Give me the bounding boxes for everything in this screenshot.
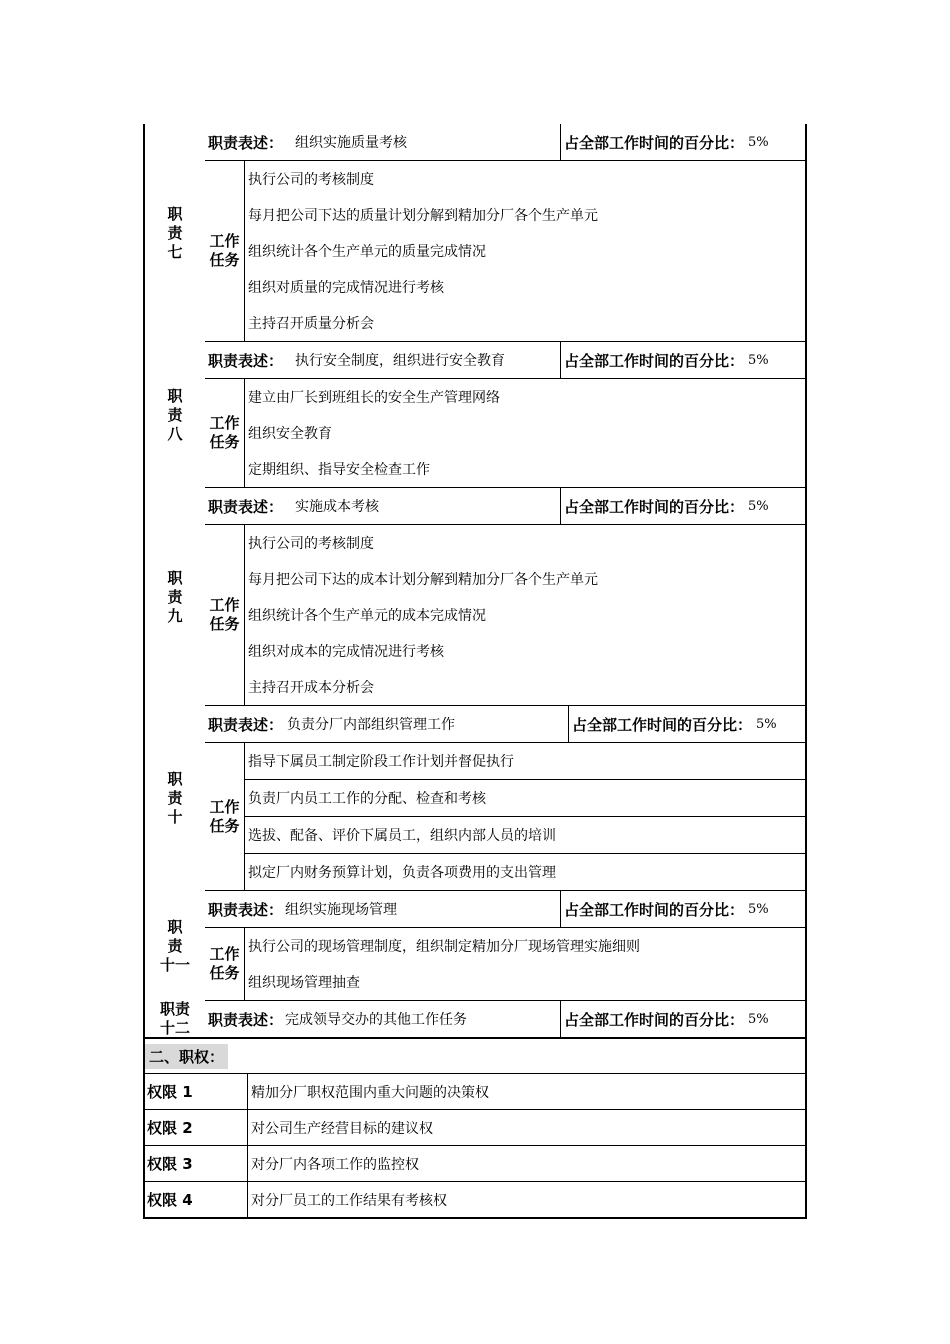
pct-value: 5%: [748, 498, 769, 514]
task-label: 工作 任务: [205, 525, 245, 705]
desc-text: 完成领导交办的其他工作任务: [285, 1012, 468, 1028]
permission-name: 权限 2: [145, 1110, 248, 1145]
desc-label: 职责表述：: [208, 497, 284, 516]
task-item: 指导下属员工制定阶段工作计划并督促执行: [245, 743, 805, 780]
duty-block-10: [143, 706, 807, 891]
task-item: 建立由厂长到班组长的安全生产管理网络: [248, 390, 500, 406]
pct-label: 占全部工作时间的百分比：: [564, 351, 745, 370]
task-item: 定期组织、指导安全检查工作: [248, 462, 430, 478]
desc-row: [205, 891, 805, 928]
pct-label: 占全部工作时间的百分比：: [564, 133, 745, 152]
permission-row: [143, 1146, 807, 1182]
task-item: 每月把公司下达的质量计划分解到精加分厂各个生产单元: [248, 208, 598, 224]
desc-row: [205, 342, 805, 379]
task-item: 组织现场管理抽查: [248, 975, 360, 991]
permission-text: 对分厂内各项工作的监控权: [251, 1156, 419, 1173]
duty-label: [145, 488, 205, 706]
task-item: 负责厂内员工工作的分配、检查和考核: [245, 780, 805, 817]
permission-name: 权限 4: [145, 1182, 248, 1217]
task-block: [205, 379, 805, 488]
responsibility-table: [143, 124, 807, 1219]
desc-text: 组织实施现场管理: [285, 902, 398, 918]
desc-label: 职责表述：: [208, 900, 284, 919]
permission-row: [143, 1182, 807, 1219]
task-label: 工作 任务: [205, 161, 245, 341]
desc-text: 组织实施质量考核: [295, 135, 408, 151]
task-block: [205, 525, 805, 706]
pct-value: 5%: [756, 716, 777, 732]
task-item: 组织统计各个生产单元的成本完成情况: [248, 608, 486, 624]
duty-label-line: 责: [167, 789, 183, 807]
task-item: 选拔、配备、评价下属员工，组织内部人员的培训: [245, 817, 805, 854]
task-block: [205, 743, 805, 891]
desc-label: 职责表述：: [208, 715, 284, 734]
task-label: 工作 任务: [205, 928, 245, 1000]
desc-text: 执行安全制度，组织进行安全教育: [295, 353, 506, 369]
task-item: 组织安全教育: [248, 426, 332, 442]
duty-label-line: 十: [167, 808, 183, 826]
duty-block-11: [143, 891, 807, 1001]
duty-block-7: [143, 124, 807, 342]
desc-label: 职责表述：: [208, 1010, 284, 1029]
desc-row: [205, 488, 805, 525]
duty-block-12: [143, 1001, 807, 1037]
duty-label-line: 职: [167, 568, 183, 587]
task-item: 执行公司的考核制度: [248, 536, 374, 552]
desc-text: 负责分厂内部组织管理工作: [287, 717, 456, 733]
duty-label-line: 责: [167, 587, 183, 606]
permission-row: [143, 1074, 807, 1110]
duty-label: [145, 342, 205, 488]
pct-label: 占全部工作时间的百分比：: [564, 900, 745, 919]
pct-label: 占全部工作时间的百分比：: [564, 497, 745, 516]
duty-block-8: [143, 342, 807, 488]
permission-name: 权限 3: [145, 1146, 248, 1181]
duty-label-line: 九: [167, 606, 183, 625]
duty-label: [145, 1001, 205, 1037]
permission-text: 对分厂员工的工作结果有考核权: [251, 1192, 447, 1209]
task-label: 工作 任务: [205, 379, 245, 487]
task-item: 主持召开成本分析会: [248, 680, 374, 696]
task-item: 执行公司的现场管理制度，组织制定精加分厂现场管理实施细则: [248, 939, 640, 955]
task-item: 每月把公司下达的成本计划分解到精加分厂各个生产单元: [248, 572, 598, 588]
task-item: 执行公司的考核制度: [248, 172, 374, 188]
section-authority-header: [143, 1037, 807, 1074]
duty-label: [145, 891, 205, 1001]
duty-label-line: 责: [167, 936, 183, 955]
task-block: [205, 161, 805, 342]
pct-label: 占全部工作时间的百分比：: [564, 1010, 745, 1029]
duty-label-line: 七: [167, 242, 183, 261]
duty-label-line: 责: [167, 223, 183, 242]
permission-row: [143, 1110, 807, 1146]
task-item: 组织统计各个生产单元的质量完成情况: [248, 244, 486, 260]
desc-row: [205, 124, 805, 161]
desc-text: 实施成本考核: [295, 499, 380, 515]
permission-text: 精加分厂职权范围内重大问题的决策权: [251, 1084, 489, 1101]
duty-label-line: 职: [167, 386, 183, 405]
desc-row: [205, 1001, 805, 1037]
duty-label: [145, 706, 205, 891]
section-title: 二、职权：: [145, 1044, 228, 1069]
duty-label: [145, 124, 205, 342]
pct-value: 5%: [748, 352, 769, 368]
task-item: 拟定厂内财务预算计划，负责各项费用的支出管理: [248, 865, 556, 881]
permission-name: 权限 1: [145, 1074, 248, 1109]
duty-label-line: 责: [167, 405, 183, 424]
duty-block-9: [143, 488, 807, 706]
permission-text: 对公司生产经营目标的建议权: [251, 1120, 433, 1137]
duty-label-line: 十一: [159, 955, 190, 974]
task-label: 工作 任务: [205, 743, 245, 890]
pct-value: 5%: [748, 1011, 769, 1027]
pct-label: 占全部工作时间的百分比：: [572, 715, 753, 734]
pct-value: 5%: [748, 901, 769, 917]
task-item: 组织对质量的完成情况进行考核: [248, 280, 444, 296]
duty-label-line: 职: [167, 917, 183, 936]
desc-row: [205, 706, 805, 743]
task-item: 组织对成本的完成情况进行考核: [248, 644, 444, 660]
duty-label-line: 八: [167, 424, 183, 443]
pct-value: 5%: [748, 134, 769, 150]
duty-label-line: 职: [167, 770, 183, 788]
duty-label-line: 职责: [159, 1000, 190, 1018]
task-item: 主持召开质量分析会: [248, 316, 374, 332]
task-block: [205, 928, 805, 1001]
duty-label-line: 十二: [159, 1019, 190, 1037]
duty-label-line: 职: [167, 204, 183, 223]
desc-label: 职责表述：: [208, 133, 284, 152]
desc-label: 职责表述：: [208, 351, 284, 370]
